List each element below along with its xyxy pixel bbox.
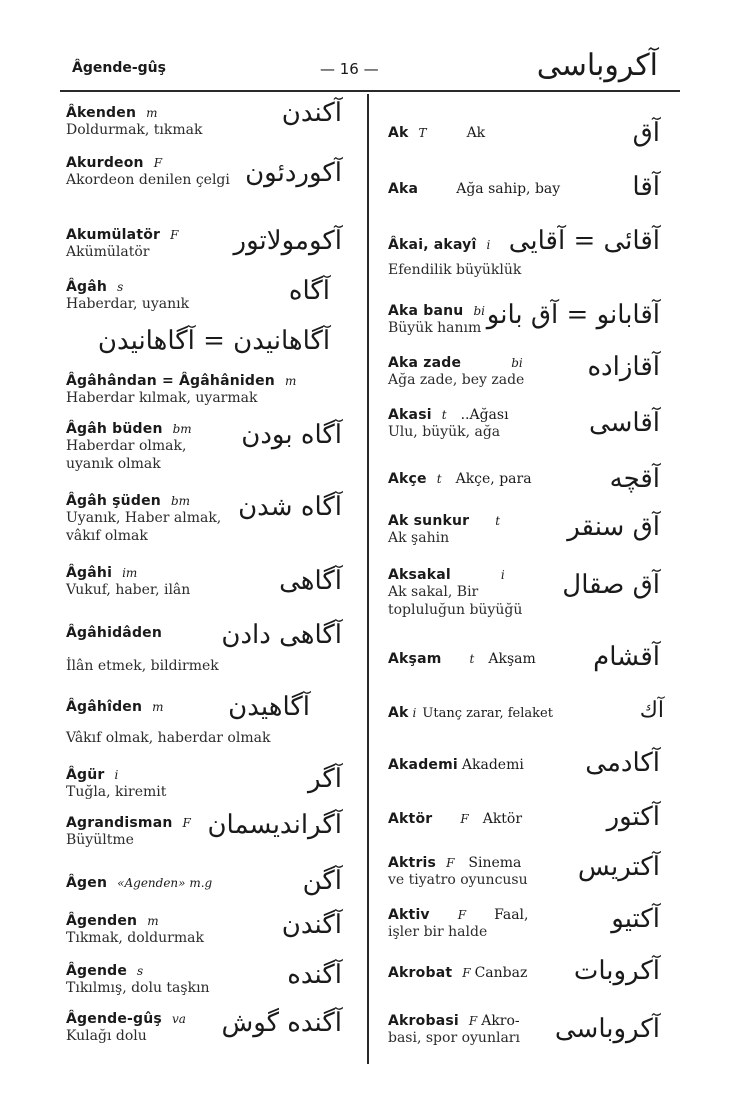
headword: Akademi: [388, 757, 458, 773]
headword: Âkai, akayî: [388, 237, 477, 253]
headword: Âgende: [66, 963, 128, 979]
arabic-form: آگر: [308, 764, 342, 794]
arabic-form: آقا: [632, 172, 660, 202]
arabic-form: آكروباسى: [554, 1014, 660, 1044]
definition: ve tiyatro oyuncusu: [388, 872, 528, 888]
grammar: m: [284, 374, 297, 388]
headword: Âgenden: [66, 913, 138, 929]
definition: Haberdar kılmak, uyarmak: [66, 390, 258, 406]
entry: [388, 748, 660, 778]
entry: [66, 370, 340, 407]
headword: Aktör: [388, 811, 433, 827]
grammar: m: [147, 914, 159, 928]
entry: [66, 562, 340, 599]
arabic-form: آقازاده: [587, 352, 660, 382]
arabic-form: آگن: [302, 866, 342, 896]
arabic-form: آقاسى: [588, 408, 660, 438]
arabic-form: آگاهى دادن: [221, 620, 342, 650]
definition: Akümülatör: [66, 244, 150, 260]
arabic-form: آگاه شدن: [238, 492, 342, 522]
grammar: F: [170, 228, 179, 242]
entry: [388, 510, 658, 547]
entry: [66, 812, 340, 849]
grammar: im: [122, 566, 138, 580]
headword: Âgâhidâden: [66, 625, 163, 641]
arabic-form: آقابانو = آق بانو: [486, 300, 660, 330]
definition: İlân etmek, bildirmek: [66, 658, 219, 674]
entry: [66, 152, 340, 189]
entry: [66, 418, 340, 473]
gloss: Sinema: [468, 855, 522, 871]
definition: Ulu, büyük, ağa: [388, 424, 501, 440]
headword: Ak: [388, 705, 409, 721]
headword: Aktiv: [388, 907, 430, 923]
gloss: Ak: [466, 125, 486, 141]
entry: [66, 276, 340, 313]
headword: Âgâh şüden: [66, 493, 161, 509]
entry: [388, 226, 660, 279]
definition: basi, spor oyunları: [388, 1030, 520, 1046]
headword: Aka zade: [388, 355, 462, 371]
grammar: bm: [172, 422, 192, 436]
grammar: t: [436, 472, 442, 486]
headword: Âgende-gûş: [66, 1011, 162, 1027]
grammar: va: [171, 1012, 186, 1026]
entry: [388, 642, 660, 672]
headword: Âkenden: [66, 105, 137, 121]
grammar: F: [446, 856, 455, 870]
gloss: Canbaz: [474, 965, 528, 981]
grammar: F: [182, 816, 191, 830]
grammar: bm: [170, 494, 190, 508]
definition: Vukuf, haber, ilân: [66, 582, 191, 598]
arabic-form: آكروبات: [573, 956, 660, 986]
arabic-form: آقشام: [593, 642, 660, 672]
grammar: m: [152, 700, 164, 714]
arabic-form: آگاهى: [279, 566, 342, 596]
headword: Akrobasi: [388, 1013, 459, 1029]
gloss: Utanç zarar, felaket: [422, 706, 553, 721]
running-head-left: Âgende-gûş: [72, 60, 166, 76]
grammar: F: [153, 156, 163, 170]
definition: Büyük hanım: [388, 320, 482, 336]
arabic-form: آگاه بودن: [241, 420, 342, 450]
definition: Tıkılmış, dolu taşkın: [66, 980, 210, 996]
definition: Büyültme: [66, 832, 134, 848]
headword: Âgâhândan = Âgâhâniden: [66, 373, 275, 389]
headword: Akasi: [388, 407, 432, 423]
entry: [66, 490, 340, 545]
arabic-form: آگنده: [287, 960, 342, 990]
headword: Akrobat: [388, 965, 453, 981]
gloss: Akademi: [461, 757, 524, 773]
grammar: bi: [511, 356, 523, 370]
entry: [388, 698, 664, 723]
entry: [66, 960, 340, 997]
running-head-right: آكروباسى: [536, 48, 658, 83]
headword: Âgâhîden: [66, 699, 143, 715]
arabic-form: آك: [639, 698, 664, 723]
entry: [66, 224, 340, 261]
headword: Ak sunkur: [388, 513, 470, 529]
definition: Ak sakal, Bir topluluğun büyüğü: [388, 584, 523, 618]
entry: [66, 764, 340, 801]
definition: işler bir halde: [388, 924, 488, 940]
entry: [66, 866, 342, 896]
grammar: i: [412, 706, 417, 720]
gloss: Aktör: [482, 811, 523, 827]
definition: Haberdar olmak, uyanık olmak: [66, 438, 187, 472]
headword: Akşam: [388, 651, 442, 667]
definition: Doldurmak, tıkmak: [66, 122, 203, 138]
entry: [388, 464, 660, 494]
arabic-form: آگنده گوش: [221, 1008, 342, 1038]
arabic-form: آكوردئون: [245, 158, 342, 188]
grammar: T: [418, 126, 427, 140]
gloss: Faal,: [494, 907, 529, 923]
grammar: i: [500, 568, 505, 582]
definition: Efendilik büyüklük: [388, 262, 522, 278]
arabic-form: آگاهانيدن = آگاهانيدن: [97, 326, 331, 356]
arabic-form: آقائى = آقايى: [508, 226, 660, 256]
arabic-form: آكندن: [281, 98, 342, 128]
entry: [388, 904, 658, 941]
entry: [388, 352, 658, 389]
grammar: s: [117, 280, 124, 294]
gloss: Akşam: [488, 651, 536, 667]
arabic-form: آگاه: [288, 276, 330, 306]
entry: [66, 98, 342, 139]
grammar: «Agenden» m.g: [117, 876, 213, 890]
definition: Ağa zade, bey zade: [388, 372, 525, 388]
entry: [66, 622, 340, 675]
headword: Âgâh büden: [66, 421, 163, 437]
gloss: Ağa sahip, bay: [456, 181, 561, 197]
entry: [66, 910, 340, 947]
grammar: t: [441, 408, 447, 422]
page-number: — 16 —: [320, 60, 379, 78]
grammar: s: [137, 964, 144, 978]
headword: Akurdeon: [66, 155, 144, 171]
entry: [66, 1008, 340, 1045]
entry: [388, 1010, 658, 1047]
headword: Akçe: [388, 471, 427, 487]
grammar: t: [495, 514, 501, 528]
entry: [388, 956, 660, 986]
grammar: i: [114, 768, 119, 782]
grammar: F: [462, 966, 471, 980]
arabic-form: آق صقال: [562, 570, 660, 600]
arabic-form: آگرانديسمان: [207, 810, 342, 840]
headword: Aka: [388, 181, 419, 197]
grammar: F: [460, 812, 469, 826]
grammar: bi: [473, 304, 486, 318]
headword: Agrandisman: [66, 815, 173, 831]
arabic-form: آكتريس: [577, 852, 660, 882]
entry: [388, 852, 658, 889]
arabic-form: آگاهيدن: [228, 692, 310, 722]
definition: Tıkmak, doldurmak: [66, 930, 204, 946]
entry: [388, 802, 660, 832]
definition: Uyanık, Haber almak, vâkıf olmak: [66, 510, 222, 544]
headword: Âgür: [66, 767, 105, 783]
entry: [388, 172, 660, 202]
header-rule: [60, 90, 680, 92]
arabic-form: آقچه: [609, 464, 660, 494]
arabic-form: آگندن: [281, 910, 342, 940]
headword: Aka banu: [388, 303, 464, 319]
definition: Haberdar, uyanık: [66, 296, 190, 312]
definition: Vâkıf olmak, haberdar olmak: [66, 730, 271, 746]
grammar: i: [486, 238, 491, 252]
gloss: ..Ağası: [460, 407, 509, 423]
definition: Tuğla, kiremit: [66, 784, 167, 800]
headword: Âgâh: [66, 279, 108, 295]
entry: [388, 118, 660, 148]
arabic-form: آكتور: [606, 802, 660, 832]
arabic-form: آكومولاتور: [233, 226, 342, 256]
grammar: F: [457, 908, 467, 922]
arabic-form: آق: [632, 118, 660, 148]
headword: Âgen: [66, 875, 108, 891]
definition: Akordeon denilen çelgi: [66, 172, 230, 188]
grammar: F: [468, 1014, 478, 1028]
grammar: m: [146, 106, 158, 120]
definition: Ak şahin: [388, 530, 450, 546]
headword: Aksakal: [388, 567, 451, 583]
arabic-form: آكادمى: [585, 748, 660, 778]
arabic-form: آكتيو: [611, 904, 660, 934]
entry: [388, 300, 658, 337]
headword: Akumülatör: [66, 227, 161, 243]
gloss: Akro-: [481, 1013, 520, 1029]
entry: [66, 692, 340, 747]
gloss: Akçe, para: [455, 471, 532, 487]
column-divider: [367, 94, 369, 1064]
entry: [388, 564, 658, 619]
arabic-form: آق سنقر: [567, 512, 660, 542]
headword: Ak: [388, 125, 409, 141]
definition: Kulağı dolu: [66, 1028, 147, 1044]
grammar: t: [469, 652, 475, 666]
running-head: [0, 48, 740, 90]
headword: Âgâhi: [66, 565, 113, 581]
headword: Aktris: [388, 855, 437, 871]
entry: [388, 404, 658, 441]
